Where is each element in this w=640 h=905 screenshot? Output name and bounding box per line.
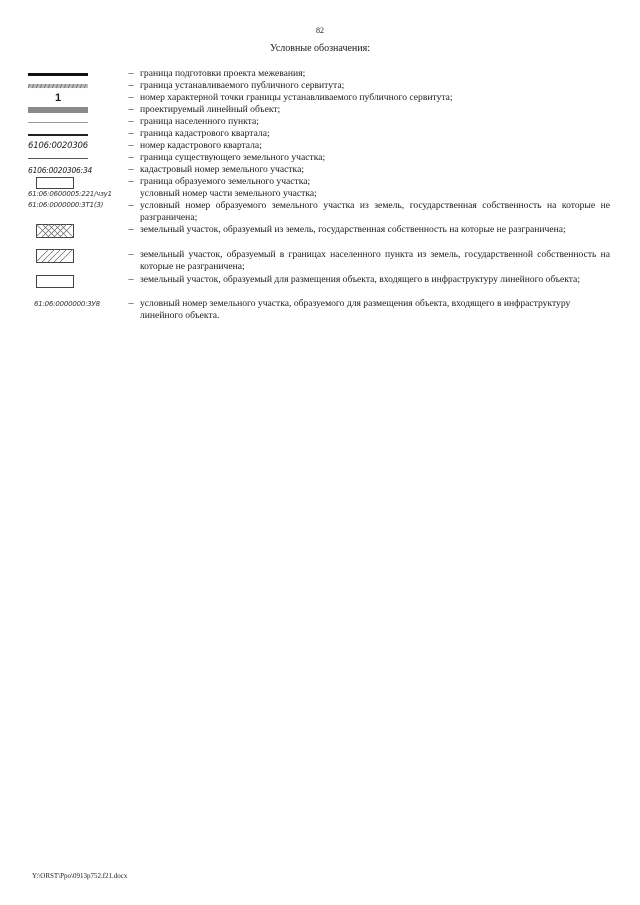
parcel-number-label: 6106:0020306:34 [28,166,93,175]
existing-parcel-line-symbol [26,152,122,164]
infrastructure-box-symbol [26,274,122,286]
legend-text: номер характерной точки границы устанавливаемого публичного сервитута; [140,92,453,103]
thin-line-symbol [26,116,122,128]
legend-row-quarter-boundary [26,128,610,140]
legend-dash: – [128,176,134,187]
thick-line-symbol [26,68,122,80]
legend-dash: – [128,274,134,285]
legend-text: условный номер образуемого земельного участка из земель, государственная собственность на которые не разграничена; [140,200,610,223]
legend-row-parcel-number [26,164,610,176]
infrastructure-number-label: 61:06:0000000:3У8 [34,300,100,308]
parcel-number-symbol [26,164,122,176]
point-number-symbol [26,92,122,104]
legend-row-linear-object [26,104,610,116]
legend-dash: – [128,128,134,139]
legend-text: граница существующего земельного участка; [140,152,326,163]
part-number-symbol [26,188,122,200]
legend-row-easement-boundary [26,80,610,92]
legend-text: номер кадастрового квартала; [140,140,262,151]
linear-object-symbol [26,104,122,116]
quarter-number-symbol [26,140,122,152]
legend-text: граница устанавливаемого публичного сервитута; [140,80,345,91]
legend-dash: – [128,104,134,115]
legend-row-infrastructure-number [26,298,610,322]
legend-text: земельный участок, образуемый для размещения объекта, входящего в инфраструктуру линейного объекта; [140,274,580,285]
legend-dash: – [128,152,134,163]
state-parcel-number-symbol [26,200,122,212]
legend-row-formed-parcel [26,176,610,188]
file-path-footer: Y:\ORST\Ppo\0913p752.f21.docx [32,872,128,880]
legend-dash: – [128,200,134,211]
legend-dash: – [128,298,134,309]
legend-list [26,68,610,322]
infrastructure-number-symbol [26,298,122,310]
legend-row-crosshatch-parcel [26,224,610,249]
legend-text: граница кадастрового квартала; [140,128,270,139]
legend-dash: – [128,116,134,127]
point-number-label: 1 [54,92,62,104]
legend-title: Условные обозначения: [269,43,370,54]
legend-dash: – [128,92,134,103]
diagonal-hatch-box-symbol [26,249,122,261]
legend-dash: – [128,80,134,91]
legend-row-point-number [26,92,610,104]
crosshatch-box-symbol [26,224,122,236]
legend-dash: – [128,249,134,260]
legend-row-settlement-boundary [26,116,610,128]
legend-row-quarter-number [26,140,610,152]
legend-text: условный номер земельного участка, образуемого для размещения объекта, входящего в инфраструктуру линейного объекта. [140,298,571,321]
legend-text: граница образуемого земельного участка; [140,176,311,187]
legend-text: граница подготовки проекта межевания; [140,68,306,79]
quarter-line-symbol [26,128,122,140]
hatched-line-symbol [26,80,122,92]
part-number-label: 61:06:0600005:221/чзу1 [28,190,112,198]
state-parcel-number-label: 61:06:0000000:3Т1(3) [28,201,104,209]
legend-row-part-number [26,188,610,200]
legend-dash: – [128,68,134,79]
legend-row-hatched-parcel [26,249,610,274]
legend-dash: – [128,224,134,235]
legend-row-existing-parcel [26,152,610,164]
page-number: 82 [316,26,324,35]
legend-text: проектируемый линейный объект; [140,104,281,115]
legend-text: кадастровый номер земельного участка; [140,164,304,175]
legend-text: условный номер части земельного участка; [140,188,317,199]
quarter-number-label: 6106:0020306 [28,141,88,151]
legend-row-project-boundary [26,68,610,80]
legend-row-state-parcel-number [26,200,610,224]
legend-dash: – [128,164,134,175]
legend-text: земельный участок, образуемый из земель, государственная собственность на которые не разграничена; [140,224,566,235]
legend-text: граница населенного пункта; [140,116,259,127]
legend-row-infrastructure-parcel [26,274,610,298]
legend-text: земельный участок, образуемый в границах населенного пункта из земель, государственной собственность на которые не разграничена; [140,249,610,272]
legend-dash: – [128,140,134,151]
formed-parcel-box-symbol [26,176,122,188]
